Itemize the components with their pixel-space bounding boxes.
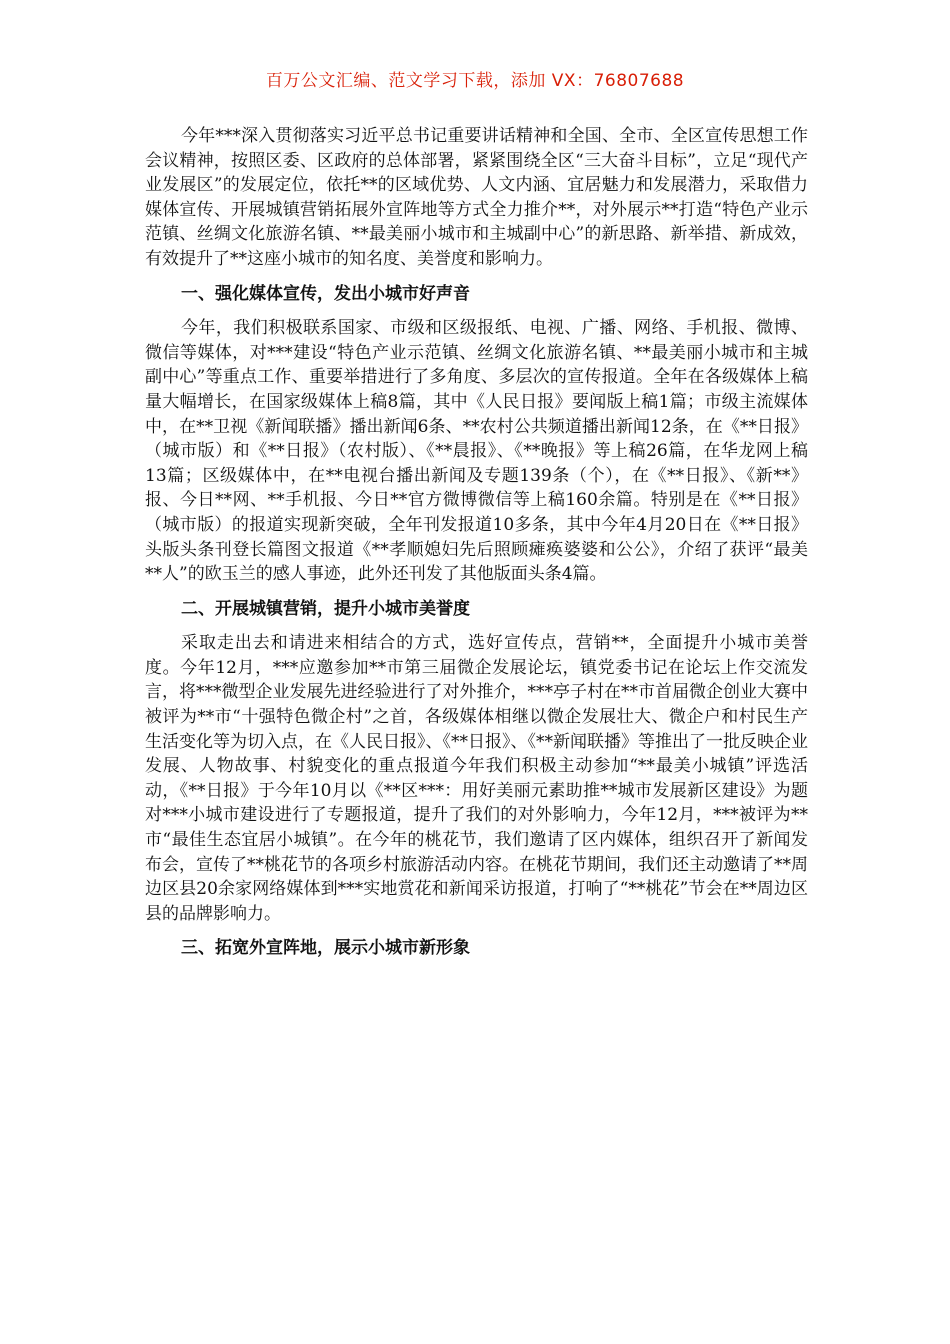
watermark-banner: 百万公文汇编、范文学习下载，添加 VX：76807688 (265, 71, 685, 91)
section-1-heading: 一、强化媒体宣传，发出小城市好声音 (181, 283, 470, 304)
document-body (145, 124, 808, 971)
intro-paragraph: 今年***深入贯彻落实习近平总书记重要讲话精神和全国、全市、全区宣传思想工作会议精神，按照区委、区政府的总体部署，紧紧围绕全区“三大奋斗目标”，立足“现代产业发展区”的发展定位，依托**的区域优势、人文内涵、宜居魅力和发展潜力，采取借力媒体宣传、开展城镇营销拓展外宣阵地等方式全力推介**，对外展示**打造“特色产业示范镇、丝绸文化旅游名镇、**最美丽小城市和主城副中心”的新思路、新举措、新成效，有效提升了**这座小城市的知名度、美誉度和影响力。 (145, 126, 808, 269)
section-2-heading: 二、开展城镇营销，提升小城市美誉度 (181, 598, 470, 619)
section-2-paragraph: 采取走出去和请进来相结合的方式，选好宣传点，营销**，全面提升小城市美誉度。今年12月，***应邀参加**市第三届微企发展论坛，镇党委书记在论坛上作交流发言，将***微型企业发展先进经验进行了对外推介，***亭子村在**市首届微企创业大赛中被评为**市“十强特色微企村”之首，各级媒体相继以微企发展壮大、微企户和村民生产生活变化等为切入点，在《人民日报》、《**日报》、《**新闻联播》等推出了一批反映企业发展、人物故事、村貌变化的重点报道今年我们积极主动参加“**最美小城镇”评选活动，《**日报》于今年10月以《**区***：用好美丽元素助推**城市发展新区建设》为题对***小城市建设进行了专题报道，提升了我们的对外影响力，今年12月，***被评为**市“最佳生态宜居小城镇”。在今年的桃花节，我们邀请了区内媒体，组织召开了新闻发布会，宣传了**桃花节的各项乡村旅游活动内容。在桃花节期间，我们还主动邀请了**周边区县20余家网络媒体到***实地赏花和新闻采访报道，打响了“**桃花”节会在**周边区县的品牌影响力。 (145, 633, 808, 924)
section-1-paragraph: 今年，我们积极联系国家、市级和区级报纸、电视、广播、网络、手机报、微博、微信等媒体，对***建设“特色产业示范镇、丝绸文化旅游名镇、**最美丽小城市和主城副中心”等重点工作、重要举措进行了多角度、多层次的宣传报道。全年在各级媒体上稿量大幅增长，在国家级媒体上稿8篇，其中《人民日报》要闻版上稿1篇；市级主流媒体中，在**卫视《新闻联播》播出新闻6条、**农村公共频道播出新闻12条，在《**日报》（城市版）和《**日报》（农村版）、《**晨报》、《**晚报》等上稿26篇，在华龙网上稿13篇；区级媒体中，在**电视台播出新闻及专题139条（个），在《**日报》、《新**》报、今日**网、**手机报、今日**官方微博微信等上稿160余篇。特别是在《**日报》（城市版）的报道实现新突破，全年刊发报道10多条，其中今年4月20日在《**日报》头版头条刊登长篇图文报道《**孝顺媳妇先后照顾瘫痪婆婆和公公》，介绍了获评“最美**人”的欧玉兰的感人事迹，此外还刊发了其他版面头条4篇。 (145, 318, 808, 585)
section-3-heading: 三、拓宽外宣阵地，展示小城市新形象 (181, 938, 470, 959)
